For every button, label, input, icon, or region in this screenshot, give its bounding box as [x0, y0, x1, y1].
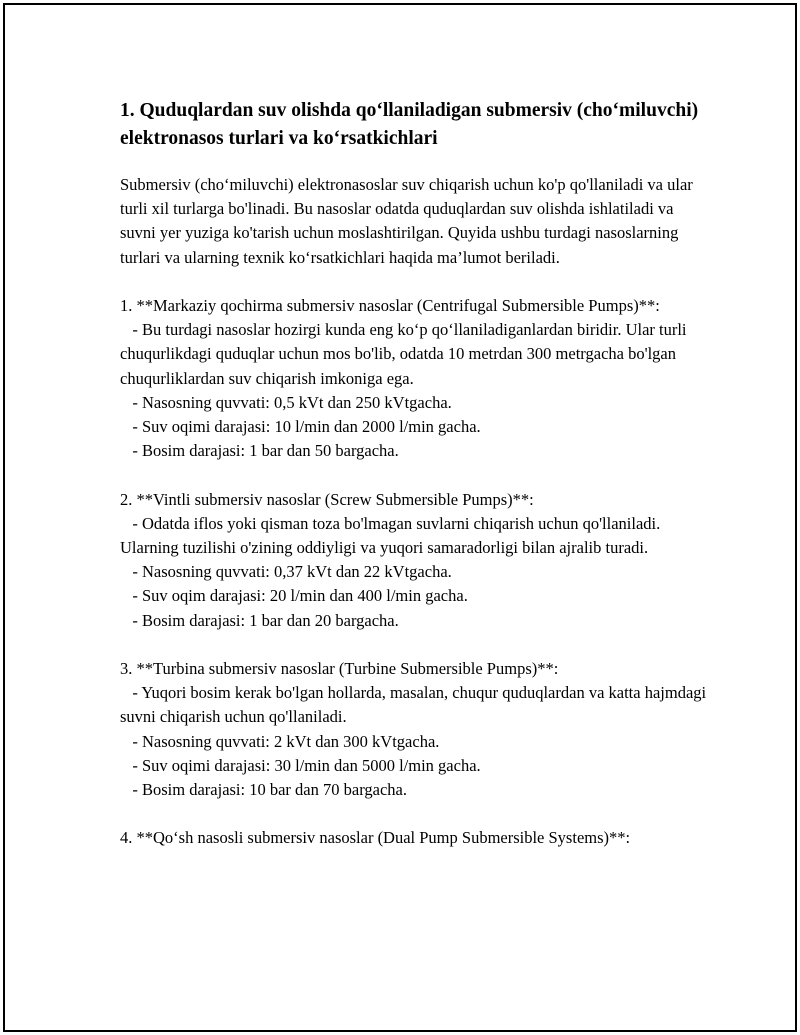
section-3-description: - Yuqori bosim kerak bo'lgan hollarda, masalan, chuqur quduqlardan va katta hajmdagi suvni chiqarish uchun qo'llaniladi. [120, 683, 711, 727]
section-1-spec-flow: - Suv oqimi darajasi: 10 l/min dan 2000 l/min gacha. [120, 417, 481, 437]
document-title: 1. Quduqlardan suv olishda qo‘llaniladigan submersiv (cho‘miluvchi) elektronasos turlari va ko‘rsatkichlari [120, 100, 699, 149]
page-frame [3, 3, 797, 1032]
section-2-heading: 2. **Vintli submersiv nasoslar (Screw Submersible Pumps)**: [120, 489, 534, 509]
section-1-heading: 1. **Markaziy qochirma submersiv nasoslar (Centrifugal Submersible Pumps)**: [120, 296, 660, 316]
document-body [120, 97, 710, 851]
section-3-spec-pressure: - Bosim darajasi: 10 bar dan 70 bargacha. [120, 780, 407, 800]
section-1-description: - Bu turdagi nasoslar hozirgi kunda eng ko‘p qo‘llaniladiganlardan biridir. Ular turli chuqurlikdagi quduqlar uchun mos bo'lib, odatda 10 metrdan 300 metrgacha bo'lgan chuqurliklardan suv chiqarish imkoniga ega. [120, 320, 691, 388]
section-1-spec-pressure: - Bosim darajasi: 1 bar dan 50 bargacha. [120, 441, 399, 461]
section-3-spec-power: - Nasosning quvvati: 2 kVt dan 300 kVtgacha. [120, 731, 440, 751]
section-2-description: - Odatda iflos yoki qisman toza bo'lmagan suvlarni chiqarish uchun qo'llaniladi. Ularning tuzilishi o'zining oddiyligi va yuqori samaradorligi bilan ajralib turadi. [120, 513, 665, 558]
section-2-spec-pressure: - Bosim darajasi: 1 bar dan 20 bargacha. [120, 610, 399, 630]
section-1-spec-power: - Nasosning quvvati: 0,5 kVt dan 250 kVtgacha. [120, 392, 452, 412]
section-2-spec-flow: - Suv oqim darajasi: 20 l/min dan 400 l/min gacha. [120, 586, 468, 606]
section-3-spec-flow: - Suv oqimi darajasi: 30 l/min dan 5000 l/min gacha. [120, 755, 481, 775]
intro-paragraph: Submersiv (cho‘miluvchi) elektronasoslar suv chiqarish uchun ko'p qo'llaniladi va ular turli xil turlarga bo'linadi. Bu nasoslar odatda quduqlardan suv olishda ishlatiladi va suvni yer yuziga ko'tarish uchun moslashtirilgan. Quyida ushbu turdagi nasoslarning turlari va ularning texnik ko‘rsatkichlari haqida ma’lumot beriladi. [120, 175, 697, 267]
section-4-heading: 4. **Qo‘sh nasosli submersiv nasoslar (Dual Pump Submersible Systems)**: [120, 828, 631, 848]
document-text [120, 173, 710, 851]
section-3-heading: 3. **Turbina submersiv nasoslar (Turbine Submersible Pumps)**: [120, 659, 559, 679]
section-2-spec-power: - Nasosning quvvati: 0,37 kVt dan 22 kVtgacha. [120, 562, 452, 582]
